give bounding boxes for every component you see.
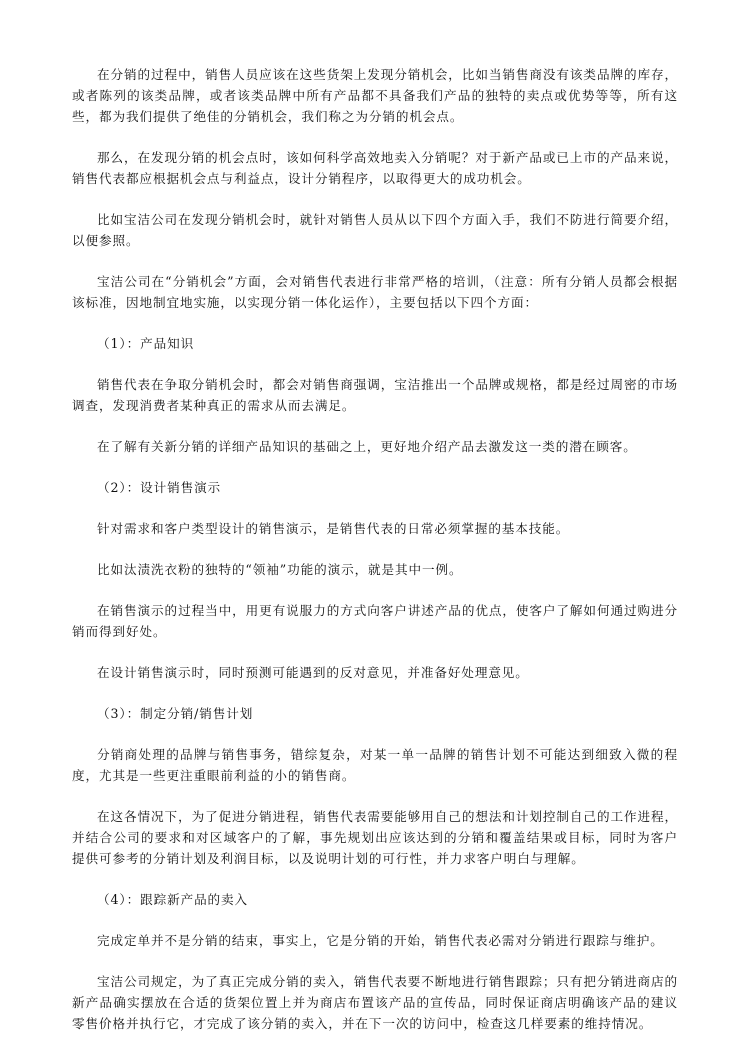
paragraph-sales-demo-1: 针对需求和客户类型设计的销售演示，是销售代表的日常必须掌握的基本技能。: [97, 521, 570, 536]
paragraph-sales-demo-3: 在销售演示的过程当中，用更有说服力的方式向客户讲述产品的优点，使客户了解如何通过购进分销而得到好处。: [72, 603, 678, 639]
section-heading-sales-demo: （2）：设计销售演示: [97, 480, 222, 495]
paragraph-product-knowledge-1: 销售代表在争取分销机会时，都会对销售商强调，宝洁推出一个品牌或规格，都是经过周密的市场调查，发现消费者某种真正的需求从而去满足。: [72, 377, 678, 413]
paragraph-pg-example: 比如宝洁公司在发现分销机会时，就针对销售人员从以下四个方面入手，我们不防进行简要介绍，以便参照。: [72, 212, 678, 248]
paragraph-sales-plan-1: 分销商处理的品牌与销售事务，错综复杂，对某一单一品牌的销售计划不可能达到细致入微的程度，尤其是一些更注重眼前利益的小的销售商。: [72, 747, 678, 783]
section-heading-sales-plan: （3）：制定分销/销售计划: [97, 706, 254, 721]
section-heading-product-knowledge: （1）：产品知识: [97, 336, 195, 351]
paragraph-product-knowledge-2: 在了解有关新分销的详细产品知识的基础之上，更好地介绍产品去激发这一类的潜在顾客。: [97, 439, 637, 454]
paragraph-sales-plan-2: 在这各情况下，为了促进分销进程，销售代表需要能够用自己的想法和计划控制自己的工作进程，并结合公司的要求和对区域客户的了解，事先规划出应该达到的分销和覆盖结果或目标，同时为客户提供可参考的分销计划及利润目标，以及说明计划的可行性，并力求客户明白与理解。: [72, 809, 678, 866]
paragraph-distribution-opportunity: 在分销的过程中，销售人员应该在这些货架上发现分销机会，比如当销售商没有该类品牌的库存，或者陈列的该类品牌，或者该类品牌中所有产品都不具备我们产品的独特的卖点或优势等等，所有这些，都为我们提供了绝佳的分销机会，我们称之为分销的机会点。: [72, 67, 678, 124]
paragraph-sales-demo-2: 比如汰渍洗衣粉的独特的“领袖”功能的演示，就是其中一例。: [97, 562, 463, 577]
paragraph-sales-demo-4: 在设计销售演示时，同时预测可能遇到的反对意见，并准备好处理意见。: [97, 665, 529, 680]
document-body: [72, 64, 678, 1054]
paragraph-efficient-sell-in: 那么，在发现分销的机会点时，该如何科学高效地卖入分销呢？对于新产品或已上市的产品来说，销售代表都应根据机会点与利益点，设计分销程序，以取得更大的成功机会。: [72, 150, 678, 186]
section-heading-tracking: （4）：跟踪新产品的卖入: [97, 892, 249, 907]
paragraph-tracking-1: 完成定单并不是分销的结束，事实上，它是分销的开始，销售代表必需对分销进行跟踪与维护。: [97, 933, 664, 948]
paragraph-pg-training: 宝洁公司在“分销机会”方面，会对销售代表进行非常严格的培训，（注意：所有分销人员都会根据该标准，因地制宜地实施，以实现分销一体化运作），主要包括以下四个方面：: [72, 274, 678, 310]
paragraph-tracking-2: 宝洁公司规定，为了真正完成分销的卖入，销售代表要不断地进行销售跟踪；只有把分销进商店的新产品确实摆放在合适的货架位置上并为商店布置该产品的宣传品，同时保证商店明确该产品的建议零售价格并执行它，才完成了该分销的卖入，并在下一次的访问中，检查这几样要素的维持情况。: [72, 974, 678, 1031]
